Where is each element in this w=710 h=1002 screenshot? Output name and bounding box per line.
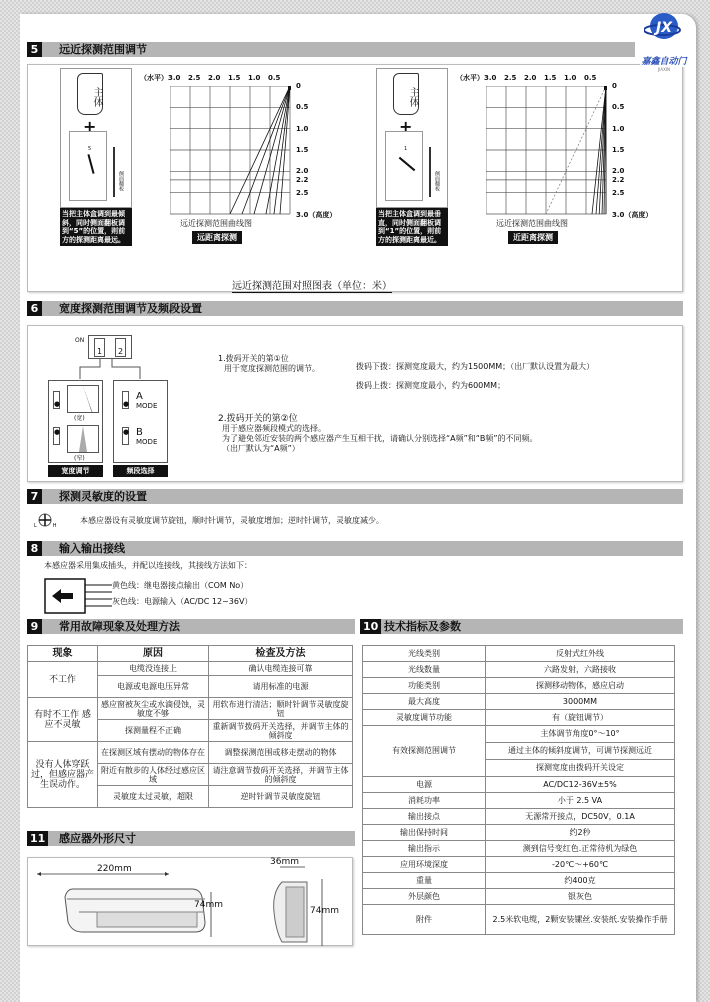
spec-row — [363, 841, 675, 857]
table-header — [28, 646, 353, 662]
y-tick: 0.5 — [612, 103, 625, 112]
x-tick: 1.5 — [544, 74, 557, 82]
y-tick: 2.5 — [296, 188, 309, 197]
wide-label: (宽) — [74, 415, 85, 422]
note-box: 当把主体盒调到最倾斜，同时侧面翻板调到“5”的位置，则前方的探测距离最远。 — [60, 208, 132, 246]
brand-logo — [640, 10, 688, 70]
flap-panel: 5 — [69, 131, 107, 201]
method-cell: 确认电缆连接可靠 — [209, 662, 353, 676]
switch-up-icon: ● — [53, 427, 60, 445]
dip-connector-lines — [40, 359, 150, 381]
spec-value: 无源常开接点，DC50V，0.1A — [486, 809, 675, 825]
x-tick: 3.0 — [484, 74, 497, 82]
spec-row — [363, 710, 675, 726]
section-number: 7 — [27, 489, 42, 504]
switch-down-icon: ● — [122, 391, 129, 409]
table-row — [28, 698, 353, 720]
x-tick: 1.0 — [564, 74, 577, 82]
chart-caption: 远近探测范围曲线图 — [496, 219, 568, 228]
switch-up-icon: ● — [122, 427, 129, 445]
spec-label: 外层颜色 — [363, 889, 486, 905]
x-tick: 2.0 — [208, 74, 221, 82]
dip-switch-1: 1 — [94, 338, 105, 357]
section-number: 8 — [27, 541, 42, 556]
sensor-illustration — [376, 68, 448, 208]
method-cell: 逆时针调节灵敏度旋钮 — [209, 786, 353, 808]
plus-sign: + — [83, 117, 97, 136]
freq-select-tag: 频段选择 — [113, 465, 168, 477]
narrow-beam-icon — [67, 425, 99, 453]
x-tick: 1.5 — [228, 74, 241, 82]
section-10-header — [360, 619, 683, 634]
sensor-illustration — [60, 68, 132, 208]
column-header: 原因 — [98, 646, 209, 662]
section-9-header — [27, 619, 355, 634]
column-header: 现象 — [28, 646, 98, 662]
dip-switch-2: 2 — [115, 338, 126, 357]
spec-row — [363, 726, 675, 743]
wide-beam-icon — [67, 385, 99, 413]
spec-label: 最大高度 — [363, 694, 486, 710]
brand-sub: JIAXIN — [657, 67, 670, 72]
section-title: 宽度探测范围调节及频段设置 — [59, 302, 202, 315]
mode-a-label: A — [136, 391, 143, 402]
sensitivity-knob: L H — [34, 513, 57, 529]
spec-row — [363, 809, 675, 825]
spec-label: 光线类别 — [363, 646, 486, 662]
flap-label: 侧面翻板 — [113, 147, 125, 197]
sensor-dimension-drawing — [27, 857, 353, 946]
svg-text:JX: JX — [656, 20, 673, 36]
cause-cell: 在探测区域有摆动的物体存在 — [98, 742, 209, 764]
table-row — [28, 662, 353, 676]
spec-label: 重量 — [363, 873, 486, 889]
x-tick: 2.0 — [524, 74, 537, 82]
y-tick: 0.5 — [296, 103, 309, 112]
freq-select-panel — [113, 380, 168, 463]
spec-row — [363, 777, 675, 793]
sensitivity-text: 本感应器设有灵敏度调节旋钮，顺时针调节，灵敏度增加；逆时针调节，灵敏度减少。 — [80, 516, 384, 525]
spec-value: 六路发射，六路接收 — [486, 662, 675, 678]
section-number: 10 — [360, 619, 381, 634]
spec-row — [363, 873, 675, 889]
spec-row — [363, 678, 675, 694]
dip-up-desc: 拨码上拨：探测宽度最小，约为600MM； — [356, 381, 506, 390]
y-tick: 3.0（高度） — [296, 211, 337, 219]
spec-row — [363, 646, 675, 662]
spec-value: 探测宽度由拨码开关设定 — [486, 760, 675, 777]
spec-label: 输出保持时间 — [363, 825, 486, 841]
spec-label: 灵敏度调节功能 — [363, 710, 486, 726]
dip-bit1-desc: 1.拨码开关的第①位 用于宽度探测范围的调节。 — [218, 354, 320, 373]
spec-row — [363, 857, 675, 873]
section-title: 输入输出接线 — [59, 542, 125, 555]
spec-label: 有效探测范围调节 — [363, 726, 486, 777]
section-8-header — [27, 541, 683, 556]
y-tick: 2.2 — [612, 175, 625, 184]
y-tick: 2.0 — [296, 167, 309, 176]
mode-b-label: B — [136, 427, 143, 438]
x-tick: 2.5 — [188, 74, 201, 82]
spec-row — [363, 694, 675, 710]
spec-label: 附件 — [363, 905, 486, 935]
y-tick: 1.5 — [612, 146, 625, 154]
dip-bit2-desc: 2.拨码开关的第②位 用于感应器频段模式的选择。 为了避免邻近安装的两个感应器产生互相干扰，请确认分别选择“A频”和“B频”的不同频。 （出厂默认为“A频”） — [218, 414, 538, 453]
section-5-header — [27, 42, 635, 57]
x-axis-labels: （水平）3.0 2.5 2.0 1.5 1.0 0.5 — [456, 73, 604, 83]
section-number: 11 — [27, 831, 48, 846]
method-cell: 重新调节拨码开关选择，并调节主体的倾斜度 — [209, 720, 353, 742]
y-tick: 1.0 — [296, 124, 309, 133]
height-dimension: 74mm — [194, 900, 223, 910]
section-number: 9 — [27, 619, 42, 634]
section-title: 远近探测范围调节 — [59, 43, 147, 56]
body-label: 主体 — [77, 73, 103, 115]
switch-down-icon: ● — [53, 391, 60, 409]
spec-value: AC/DC12-36V±5% — [486, 777, 675, 793]
y-tick: 2.2 — [296, 175, 309, 184]
cause-cell: 电源或电源电压异常 — [98, 676, 209, 698]
x-tick: 1.0 — [248, 74, 261, 82]
spec-value: 2.5米软电缆，2颗安装镙丝.安装纸.安装操作手册 — [486, 905, 675, 935]
distance-mode-tag: 近距离探测 — [508, 231, 558, 244]
logo-icon — [644, 10, 684, 40]
symptom-cell: 不工作 — [28, 662, 98, 698]
body-label: 主体 — [393, 73, 419, 115]
method-cell: 请注意调节拨码开关选择，并调节主体的倾斜度 — [209, 764, 353, 786]
section-title: 探测灵敏度的设置 — [59, 490, 147, 503]
section-number: 6 — [27, 301, 42, 316]
spec-value: 银灰色 — [486, 889, 675, 905]
spec-label: 输出接点 — [363, 809, 486, 825]
spec-value: 小于 2.5 VA — [486, 793, 675, 809]
x-tick: 0.5 — [584, 74, 597, 82]
spec-value: 3000MM — [486, 694, 675, 710]
section-7-header — [27, 489, 683, 504]
spec-value: 主体调节角度0°～10° — [486, 726, 675, 743]
y-tick: 1.0 — [612, 124, 625, 133]
note-box: 当把主体盒调到最垂直，同时侧面翻板调到“1”的位置，则前方的探测距离最近。 — [376, 208, 448, 246]
section-title: 常用故障现象及处理方法 — [59, 620, 180, 633]
y-tick: 1.5 — [296, 146, 309, 154]
y-tick: 2.5 — [612, 188, 625, 197]
dip-switch — [88, 335, 132, 359]
x-tick: 2.5 — [504, 74, 517, 82]
column-header: 检查及方法 — [209, 646, 353, 662]
y-tick: 0 — [296, 82, 301, 90]
width-adjust-tag: 宽度调节 — [48, 465, 103, 477]
x-tick: 3.0 — [168, 74, 181, 82]
chart-caption: 远近探测范围曲线图 — [180, 219, 252, 228]
connector-plug-icon — [44, 578, 112, 614]
spec-label: 光线数量 — [363, 662, 486, 678]
section-number: 5 — [27, 42, 42, 57]
method-cell: 用软布进行清洁；顺时针调节灵敏度旋钮 — [209, 698, 353, 720]
distance-mode-tag: 远距离探测 — [192, 231, 242, 244]
cause-cell: 灵敏度太过灵敏，超限 — [98, 786, 209, 808]
y-tick: 3.0（高度） — [612, 211, 653, 219]
spec-row — [363, 905, 675, 935]
gray-wire-label: 灰色线：电源输入（AC/DC 12~36V） — [112, 597, 253, 606]
y-tick: 2.0 — [612, 167, 625, 176]
spec-value: 测到信号变红色.正常待机为绿色 — [486, 841, 675, 857]
cause-cell: 探测量程不正确 — [98, 720, 209, 742]
spec-label: 应用环境深度 — [363, 857, 486, 873]
spec-label: 功能类别 — [363, 678, 486, 694]
cause-cell: 感应窗被灰尘或水滴侵蚀，灵敏度不够 — [98, 698, 209, 720]
plus-sign: + — [399, 117, 413, 136]
spec-row — [363, 793, 675, 809]
x-tick: 0.5 — [268, 74, 281, 82]
knob-icon — [37, 513, 53, 527]
section-title: 感应器外形尺寸 — [59, 832, 136, 845]
range-grid — [486, 86, 608, 216]
spec-value: 有（旋钮调节） — [486, 710, 675, 726]
dip-on-label: ON — [75, 337, 85, 344]
section-11-header — [27, 831, 355, 846]
flap-label: 侧面翻板 — [429, 147, 441, 197]
section-6-header — [27, 301, 683, 316]
spec-label: 输出指示 — [363, 841, 486, 857]
length-dimension: 220mm — [97, 864, 132, 874]
mode-label: MODE — [136, 402, 158, 410]
spec-value: 通过主体的倾斜度调节，可调节探测远近 — [486, 743, 675, 760]
cause-cell: 附近有散步的人体经过感应区域 — [98, 764, 209, 786]
spec-value: 约400克 — [486, 873, 675, 889]
spec-value: -20℃～+60℃ — [486, 857, 675, 873]
width-adjust-panel — [48, 380, 103, 463]
mode-label: MODE — [136, 438, 158, 446]
method-cell: 请用标准的电源 — [209, 676, 353, 698]
spec-table — [362, 645, 675, 935]
spec-row — [363, 825, 675, 841]
spec-row — [363, 889, 675, 905]
section-title: 技术指标及参数 — [384, 620, 461, 633]
spec-value: 约2秒 — [486, 825, 675, 841]
range-chart-caption: 远近探测范围对照图表（单位：米） — [232, 277, 392, 293]
spec-value: 探测移动物体，感应启动 — [486, 678, 675, 694]
range-grid — [170, 86, 292, 216]
side-height-dimension: 74mm — [310, 906, 339, 916]
method-cell: 调整探测范围或移走摆动的物体 — [209, 742, 353, 764]
yellow-wire-label: 黄色线：继电器接点输出（COM No） — [112, 581, 249, 590]
dip-down-desc: 拨码下拨：探测宽度最大，约为1500MM；（出厂默认设置为最大） — [356, 362, 595, 371]
narrow-label: (窄) — [74, 455, 85, 462]
table-row — [28, 742, 353, 764]
depth-dimension: 36mm — [270, 857, 299, 867]
brand-name: 嘉鑫自动门 — [641, 57, 687, 67]
y-tick: 0 — [612, 82, 617, 90]
wiring-intro: 本感应器采用集成插头，并配以连接线，其接线方法如下： — [44, 561, 252, 570]
spec-row — [363, 662, 675, 678]
symptom-cell: 有时不工作 感应不灵敏 — [28, 698, 98, 742]
symptom-cell: 没有人体穿跃过，但感应器产生误动作。 — [28, 742, 98, 808]
spec-label: 电源 — [363, 777, 486, 793]
flap-panel: 1 — [385, 131, 423, 201]
x-axis-labels: （水平）3.0 2.5 2.0 1.5 1.0 0.5 — [140, 73, 288, 83]
cause-cell: 电缆没连接上 — [98, 662, 209, 676]
spec-label: 消耗功率 — [363, 793, 486, 809]
spec-value: 反射式红外线 — [486, 646, 675, 662]
troubleshooting-table — [27, 645, 353, 808]
